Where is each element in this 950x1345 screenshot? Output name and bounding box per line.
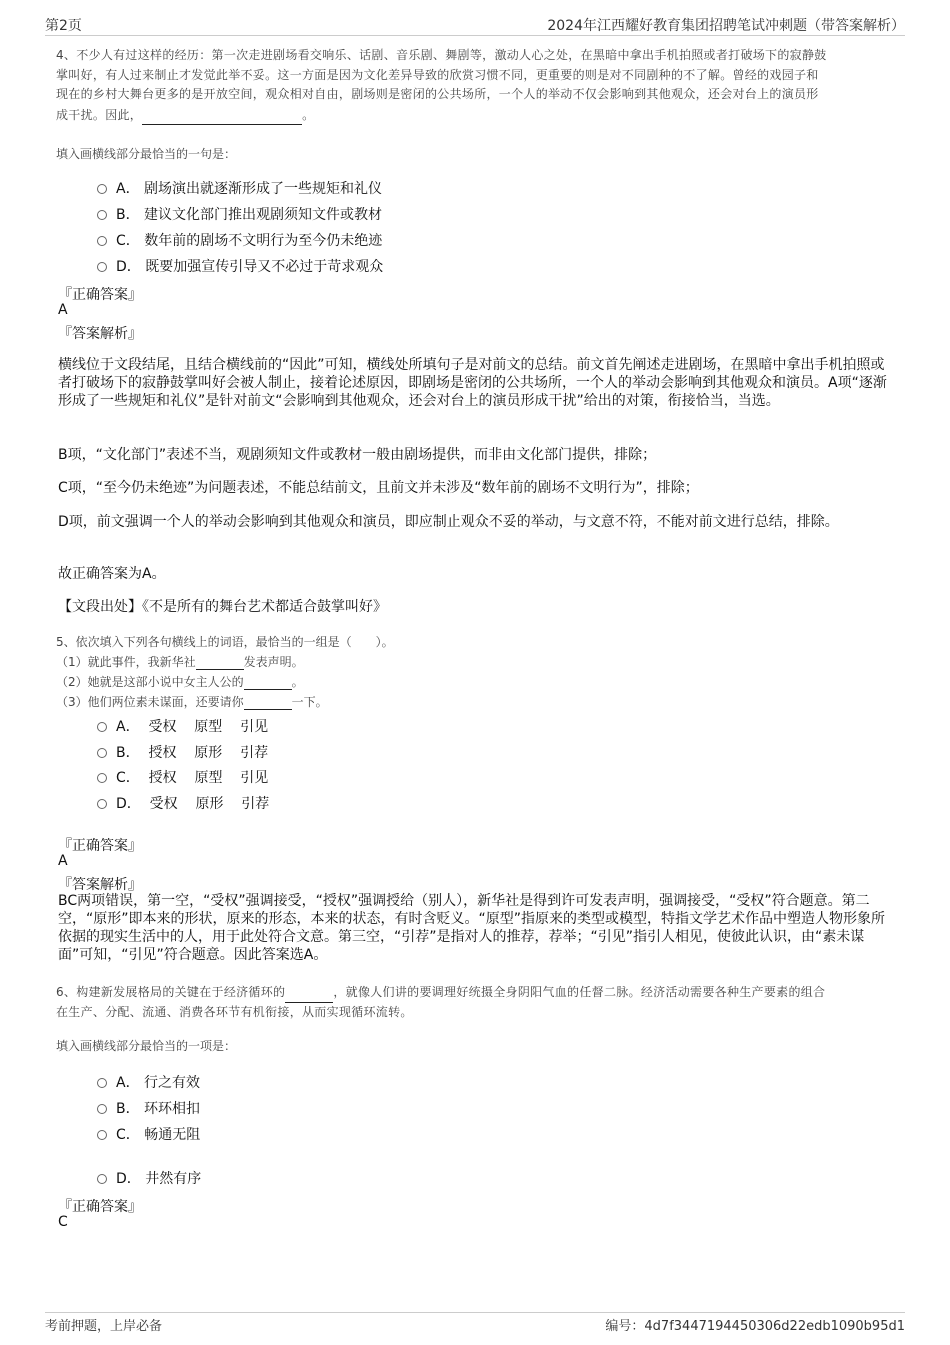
q4-option-c[interactable]: C． 数年前的剧场不文明行为至今仍未绝迹: [97, 230, 382, 250]
q4-analysis: 横线位于文段结尾，且结合横线前的“因此”可知，横线处所填句子是对前文的总结。前文首先阐述走进剧场，在黑暗中拿出手机拍照或者打破场下的寂静鼓掌叫好会被人制止，接着论述原因，即剧场是密闭的公共场所，一个人的举动会影响到其他观众和演员。A项“逐渐形成了一些规矩和礼仪”是针对前文“会影响到其他观众，还会对台上的演员形成干扰”给出的对策，衔接恰当，当选。: [58, 357, 887, 409]
q4-source: 【文段出处】《不是所有的舞台艺术都适合鼓掌叫好》: [58, 599, 387, 615]
q4-analysis-d: D项，前文强调一个人的举动会影响到其他观众和演员，即应制止观众不妥的举动，与文意不符，不能对前文进行总结，排除。: [58, 514, 839, 530]
q4-analysis-label: 『答案解析』: [58, 326, 142, 342]
q4-answer: A: [58, 302, 68, 318]
q6-stem: 6、构建新发展格局的关键在于经济循环的 ，就像人们讲的要调理好统摄全身阴阳气血的任督二脉。经济活动需要各种生产要素的组合 在生产、分配、流通、消费各环节有机衔接，从而实现循环流转。: [56, 982, 892, 1022]
q4-conclusion: 故正确答案为A。: [58, 566, 166, 582]
q6-option-d[interactable]: D． 井然有序: [97, 1168, 201, 1188]
radio-icon[interactable]: [97, 262, 107, 272]
q5-analysis: BC两项错误，第一空，“受权”强调接受，“授权”强调授给（别人），新华社是得到许可发表声明，强调接受，“受权”符合题意。第二空，“原形”即本来的形状，原来的形态，本来的状态，有时含贬义。“原型”指原来的类型或模型，特指文学艺术作品中塑造人物形象所依据的现实生活中的人，用于此处符合文意。第三空，“引荐”是指对人的推荐，荐举；“引见”指引人相见，使彼此认识，由“素未谋面”可知，“引见”符合题意。因此答案选A。: [58, 893, 886, 963]
radio-icon[interactable]: [97, 799, 107, 809]
q6-answer-label: 『正确答案』: [58, 1199, 142, 1215]
q4-answer-label: 『正确答案』: [58, 287, 142, 303]
q5-line-3: （3）他们两位素未谋面，还要请你 一下。: [56, 695, 328, 709]
q4-stem: 4、不少人有过这样的经历：第一次走进剧场看交响乐、话剧、音乐剧、舞剧等，激动人心之处，在黑暗中拿出手机拍照或者打破场下的寂静鼓 掌叫好，有人过来制止才发觉此举不妥。这一方面是因为文化差异导致的欣赏习惯不同，更重要的则是对不同剧种的不了解。曾经的戏园子和 现在的乡村大舞台更多的是开放空间，观众相对自由，剧场则是密闭的公共场所，一个人的举动不仅会影响到其他观众，还会对台上的演员形 成干扰。因此， 。: [56, 46, 892, 125]
q6-blank: [285, 982, 333, 1003]
q5-stem: 5、依次填入下列各句横线上的词语，最恰当的一组是（ ）。: [56, 635, 394, 649]
header-divider: [45, 35, 905, 36]
q6-option-c[interactable]: C． 畅通无阻: [97, 1124, 200, 1144]
footer-serial: 编号：4d7f3447194450306d22edb1090b95d1: [605, 1319, 905, 1334]
q4-analysis-b: B项，“文化部门”表述不当，观剧须知文件或教材一般由剧场提供，而非由文化部门提供，排除；: [58, 447, 657, 463]
q4-option-a[interactable]: A． 剧场演出就逐渐形成了一些规矩和礼仪: [97, 178, 382, 198]
q6-answer: C: [58, 1214, 68, 1230]
q5-line-2: （2）她就是这部小说中女主人公的 。: [56, 675, 304, 689]
document-title: 2024年江西耀好教育集团招聘笔试冲刺题（带答案解析）: [547, 18, 905, 34]
q4-blank: [142, 105, 302, 126]
q4-option-b[interactable]: B． 建议文化部门推出观剧须知文件或教材: [97, 204, 382, 224]
q4-option-d[interactable]: D． 既要加强宣传引导又不必过于苛求观众: [97, 256, 383, 276]
q5-answer: A: [58, 853, 68, 869]
q5-option-a[interactable]: A． 受权 原型 引见: [97, 716, 268, 736]
q5-line-1: （1）就此事件，我新华社 发表声明。: [56, 655, 304, 669]
footer-divider: [45, 1312, 905, 1313]
page-number: 第2页: [45, 18, 82, 34]
radio-icon[interactable]: [97, 1130, 107, 1140]
radio-icon[interactable]: [97, 1078, 107, 1088]
radio-icon[interactable]: [97, 1174, 107, 1184]
q5-option-c[interactable]: C． 授权 原型 引见: [97, 767, 268, 787]
q5-option-b[interactable]: B． 授权 原形 引荐: [97, 742, 268, 762]
q5-option-d[interactable]: D． 受权 原形 引荐: [97, 793, 269, 813]
radio-icon[interactable]: [97, 236, 107, 246]
radio-icon[interactable]: [97, 210, 107, 220]
q4-prompt: 填入画横线部分最恰当的一句是：: [56, 147, 237, 161]
radio-icon[interactable]: [97, 748, 107, 758]
radio-icon[interactable]: [97, 184, 107, 194]
q6-option-b[interactable]: B． 环环相扣: [97, 1098, 200, 1118]
q5-analysis-label: 『答案解析』: [58, 877, 142, 893]
q6-option-a[interactable]: A． 行之有效: [97, 1072, 200, 1092]
radio-icon[interactable]: [97, 722, 107, 732]
q4-analysis-c: C项，“至今仍未绝迹”为问题表述，不能总结前文，且前文并未涉及“数年前的剧场不文明行为”，排除；: [58, 480, 699, 496]
radio-icon[interactable]: [97, 1104, 107, 1114]
footer-slogan: 考前押题，上岸必备: [45, 1319, 163, 1334]
q6-prompt: 填入画横线部分最恰当的一项是：: [56, 1039, 237, 1053]
q5-answer-label: 『正确答案』: [58, 838, 142, 854]
radio-icon[interactable]: [97, 773, 107, 783]
